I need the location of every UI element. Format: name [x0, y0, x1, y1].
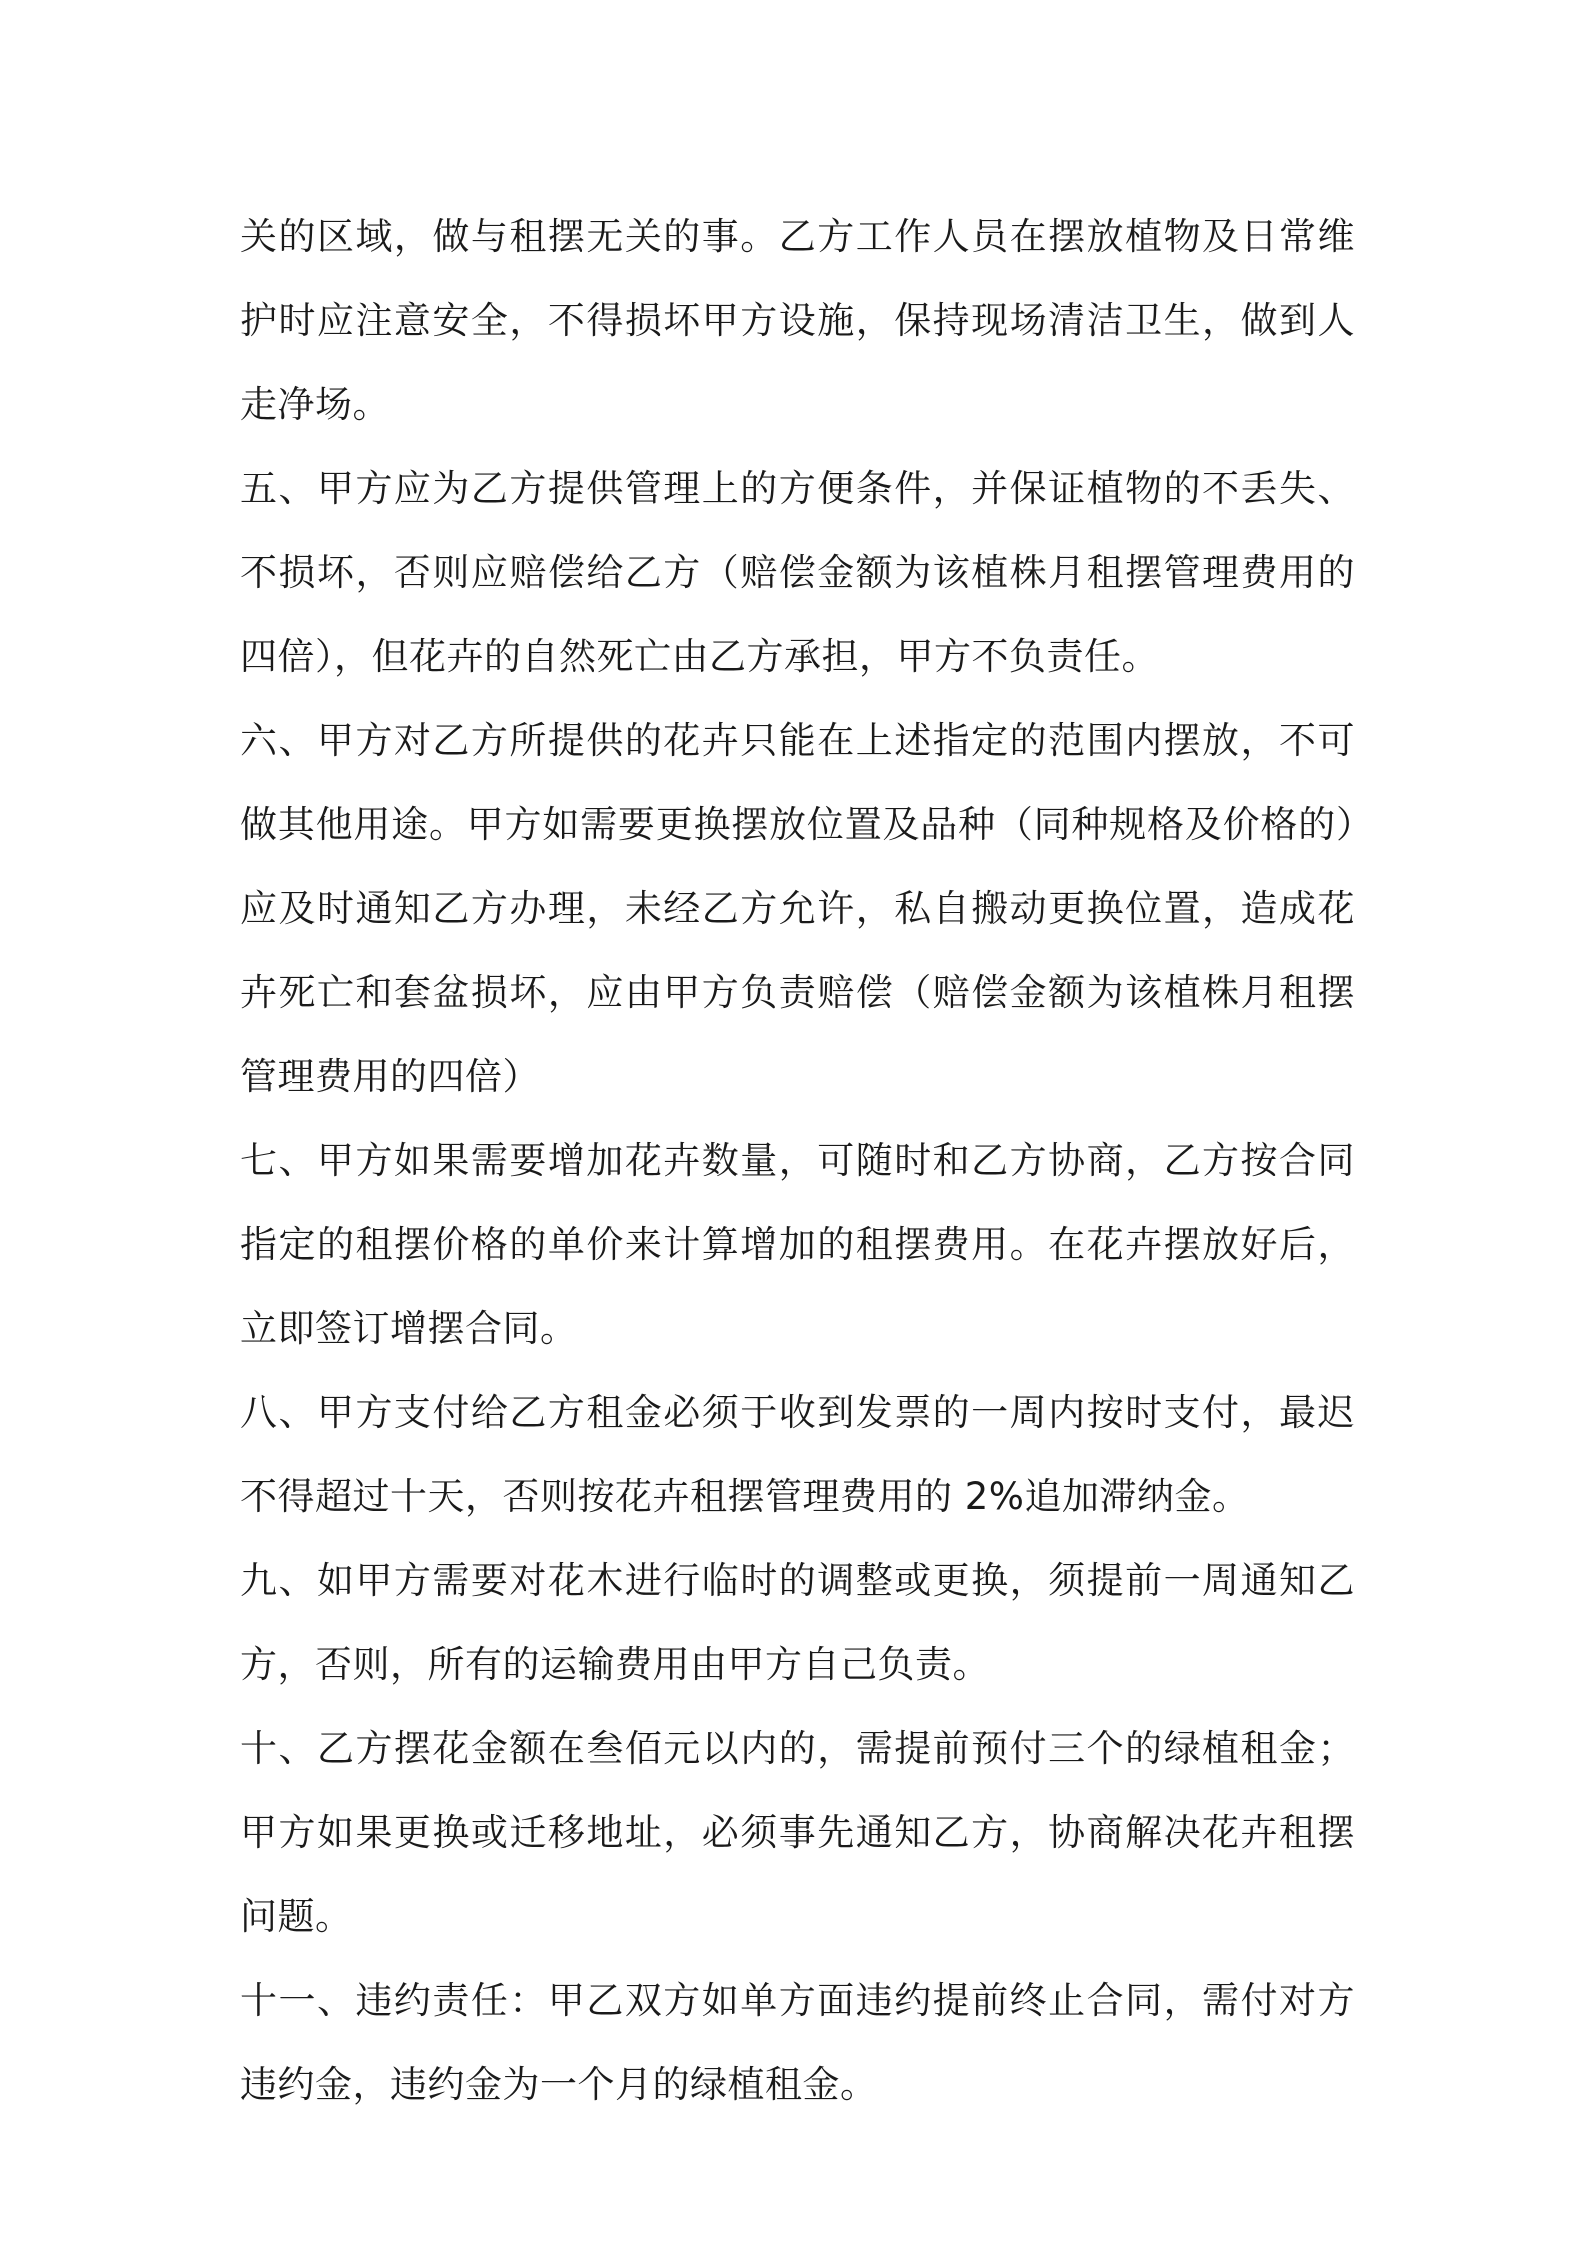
paragraph-clause-8: 八、甲方支付给乙方租金必须于收到发票的一周内按时支付，最迟不得超过十天，否则按花卉租摆管理费用的 2%追加滞纳金。 [240, 1391, 1355, 1518]
paragraph-clause-7: 七、甲方如果需要增加花卉数量，可随时和乙方协商，乙方按合同指定的租摆价格的单价来计算增加的租摆费用。在花卉摆放好后，立即签订增摆合同。 [240, 1139, 1355, 1350]
paragraph-clause-11: 十一、违约责任：甲乙双方如单方面违约提前终止合同，需付对方违约金，违约金为一个月的绿植租金。 [240, 1979, 1355, 2106]
paragraph-clause-6: 六、甲方对乙方所提供的花卉只能在上述指定的范围内摆放，不可做其他用途。甲方如需要更换摆放位置及品种（同种规格及价格的）应及时通知乙方办理，未经乙方允许，私自搬动更换位置，造成花卉死亡和套盆损坏，应由甲方负责赔偿（赔偿金额为该植株月租摆管理费用的四倍） [240, 719, 1355, 1098]
paragraph-clause-10: 十、乙方摆花金额在叁佰元以内的，需提前预付三个的绿植租金；甲方如果更换或迁移地址，必须事先通知乙方，协商解决花卉租摆问题。 [240, 1727, 1355, 1938]
paragraph-clause-9: 九、如甲方需要对花木进行临时的调整或更换，须提前一周通知乙方，否则，所有的运输费用由甲方自己负责。 [240, 1559, 1355, 1686]
contract-body [240, 195, 1355, 2127]
paragraph-continuation: 关的区域，做与租摆无关的事。乙方工作人员在摆放植物及日常维护时应注意安全，不得损坏甲方设施，保持现场清洁卫生，做到人走净场。 [240, 215, 1355, 426]
paragraph-clause-5: 五、甲方应为乙方提供管理上的方便条件，并保证植物的不丢失、不损坏，否则应赔偿给乙方（赔偿金额为该植株月租摆管理费用的四倍），但花卉的自然死亡由乙方承担，甲方不负责任。 [240, 467, 1355, 678]
